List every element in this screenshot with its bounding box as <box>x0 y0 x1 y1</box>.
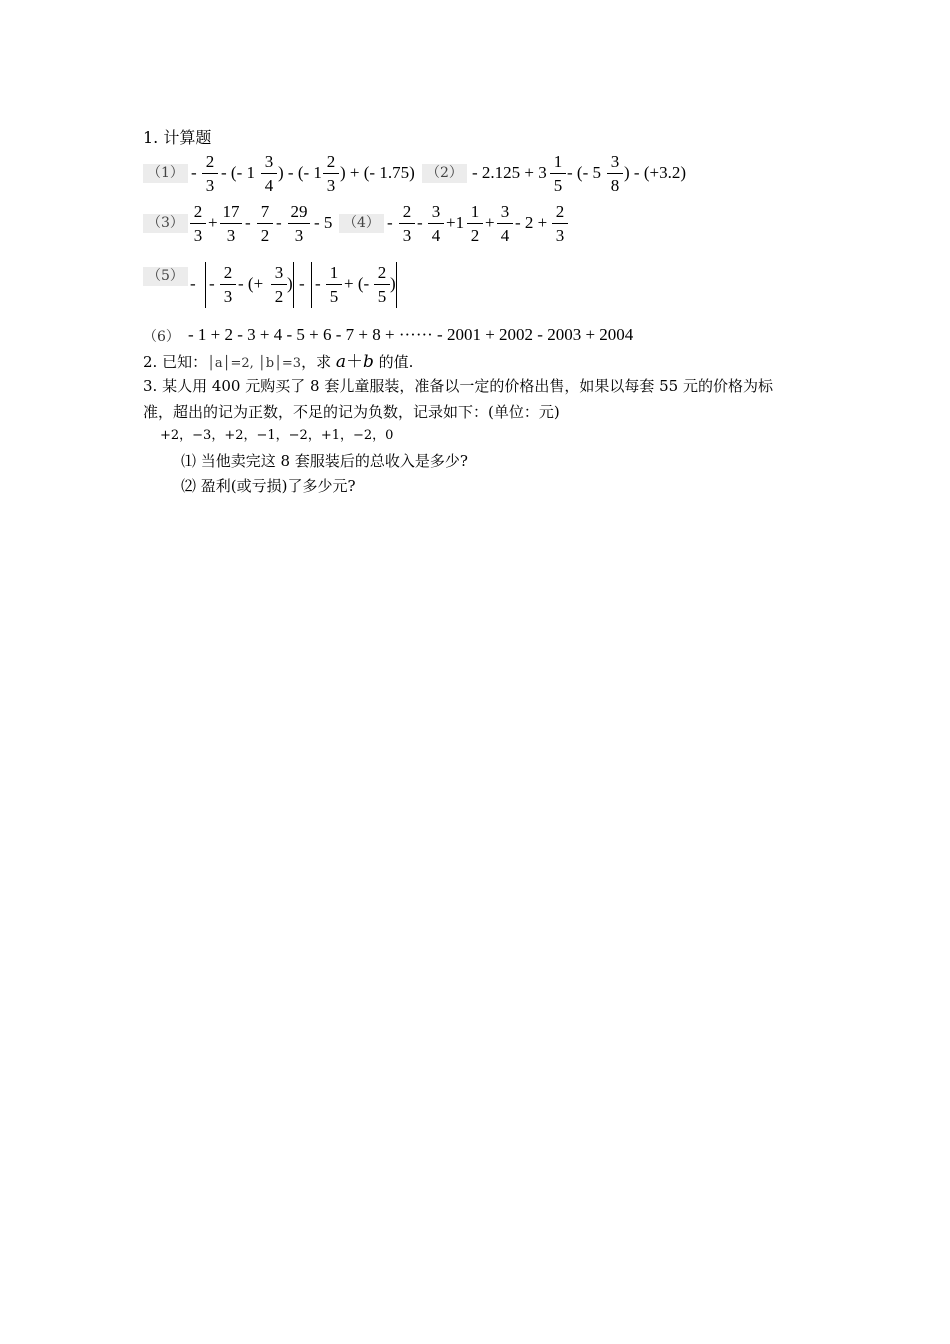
expression-text: - 2 + <box>515 213 548 232</box>
expression-text: +1 <box>446 213 465 232</box>
problem-label: （3） <box>143 214 188 233</box>
fraction: 29 3 <box>288 202 310 246</box>
record-data: +2，−3，+2，−1，−2，+1，−2，0 <box>160 428 394 443</box>
problem-label: （5） <box>143 267 188 286</box>
fraction: 1 5 <box>326 263 342 307</box>
operator: - <box>276 213 282 232</box>
operator: ＋ <box>346 352 363 372</box>
expression-text: - (+ <box>238 274 264 293</box>
fraction: 2 3 <box>552 202 568 246</box>
expression-text: + (- <box>344 274 370 293</box>
absolute-value-bar <box>311 262 312 308</box>
problem-label: （2） <box>422 164 467 183</box>
operator: + <box>208 213 218 232</box>
question-number: 2. <box>143 353 158 371</box>
fraction: 2 5 <box>374 263 390 307</box>
fraction: 3 4 <box>428 202 444 246</box>
question-3-line-2: 准，超出的记为正数，不足的记为负数，记录如下：(单位：元) <box>143 403 560 421</box>
question-text: 已知： <box>157 353 208 371</box>
section-heading: 1. 计算题 <box>143 128 212 147</box>
operator: - <box>417 213 423 232</box>
fraction: 2 3 <box>190 202 206 246</box>
expression-text: - (- 1 <box>221 163 255 182</box>
condition-b: │b│=3 <box>253 356 302 371</box>
expression-text: ) + (- 1.75) <box>340 163 415 182</box>
question-3-line-1: 3. 某人用 400 元购买了 8 套儿童服装，准备以一定的价格出售，如果以每套 55 元的价格为标 <box>143 377 773 395</box>
expression-text: ) <box>390 274 396 293</box>
expression-text: - 5 <box>314 213 333 232</box>
problem-label: （6） <box>143 329 180 345</box>
fraction: 17 3 <box>220 202 242 246</box>
expression-text: ) - (+3.2) <box>624 163 686 182</box>
operator: - <box>190 274 196 293</box>
operator: - <box>209 274 215 293</box>
condition-a: │a│=2, <box>207 356 254 371</box>
variable-b: b <box>363 352 374 372</box>
operator: - <box>245 213 251 232</box>
problem-label: （4） <box>339 214 384 233</box>
fraction: 1 2 <box>467 202 483 246</box>
operator: - <box>191 163 197 182</box>
fraction: 2 3 <box>399 202 415 246</box>
fraction: 3 4 <box>497 202 513 246</box>
absolute-value-bar <box>396 262 397 308</box>
operator: + <box>485 213 495 232</box>
expression-text: ) <box>287 274 293 293</box>
operator: - <box>387 213 393 232</box>
fraction: 7 2 <box>257 202 273 246</box>
problem-label: （1） <box>143 164 188 183</box>
sub-question-2: ⑵ 盈利(或亏损)了多少元? <box>181 477 356 495</box>
expression-text: - 2.125 + 3 <box>472 163 547 182</box>
question-text: ，求 <box>301 353 336 371</box>
fraction: 2 3 <box>323 152 339 196</box>
question-2 <box>143 352 413 374</box>
absolute-value-bar <box>293 262 294 308</box>
fraction: 3 2 <box>271 263 287 307</box>
fraction: 2 3 <box>202 152 218 196</box>
question-text: 的值. <box>373 353 414 371</box>
fraction: 2 3 <box>220 263 236 307</box>
fraction: 3 8 <box>607 152 623 196</box>
absolute-value-bar <box>205 262 206 308</box>
variable-a: a <box>335 352 346 372</box>
fraction: 3 4 <box>261 152 277 196</box>
operator: - <box>315 274 321 293</box>
expression-text: - (- 5 <box>567 163 601 182</box>
operator: - <box>299 274 305 293</box>
fraction: 1 5 <box>550 152 566 196</box>
expression-text: - 1 + 2 - 3 + 4 - 5 + 6 - 7 + 8 + ······ - 2001 + 2002 - 2003 + 2004 <box>188 325 634 344</box>
sub-question-1: ⑴ 当他卖完这 8 套服装后的总收入是多少? <box>181 452 468 470</box>
expression-text: ) - (- 1 <box>278 163 322 182</box>
